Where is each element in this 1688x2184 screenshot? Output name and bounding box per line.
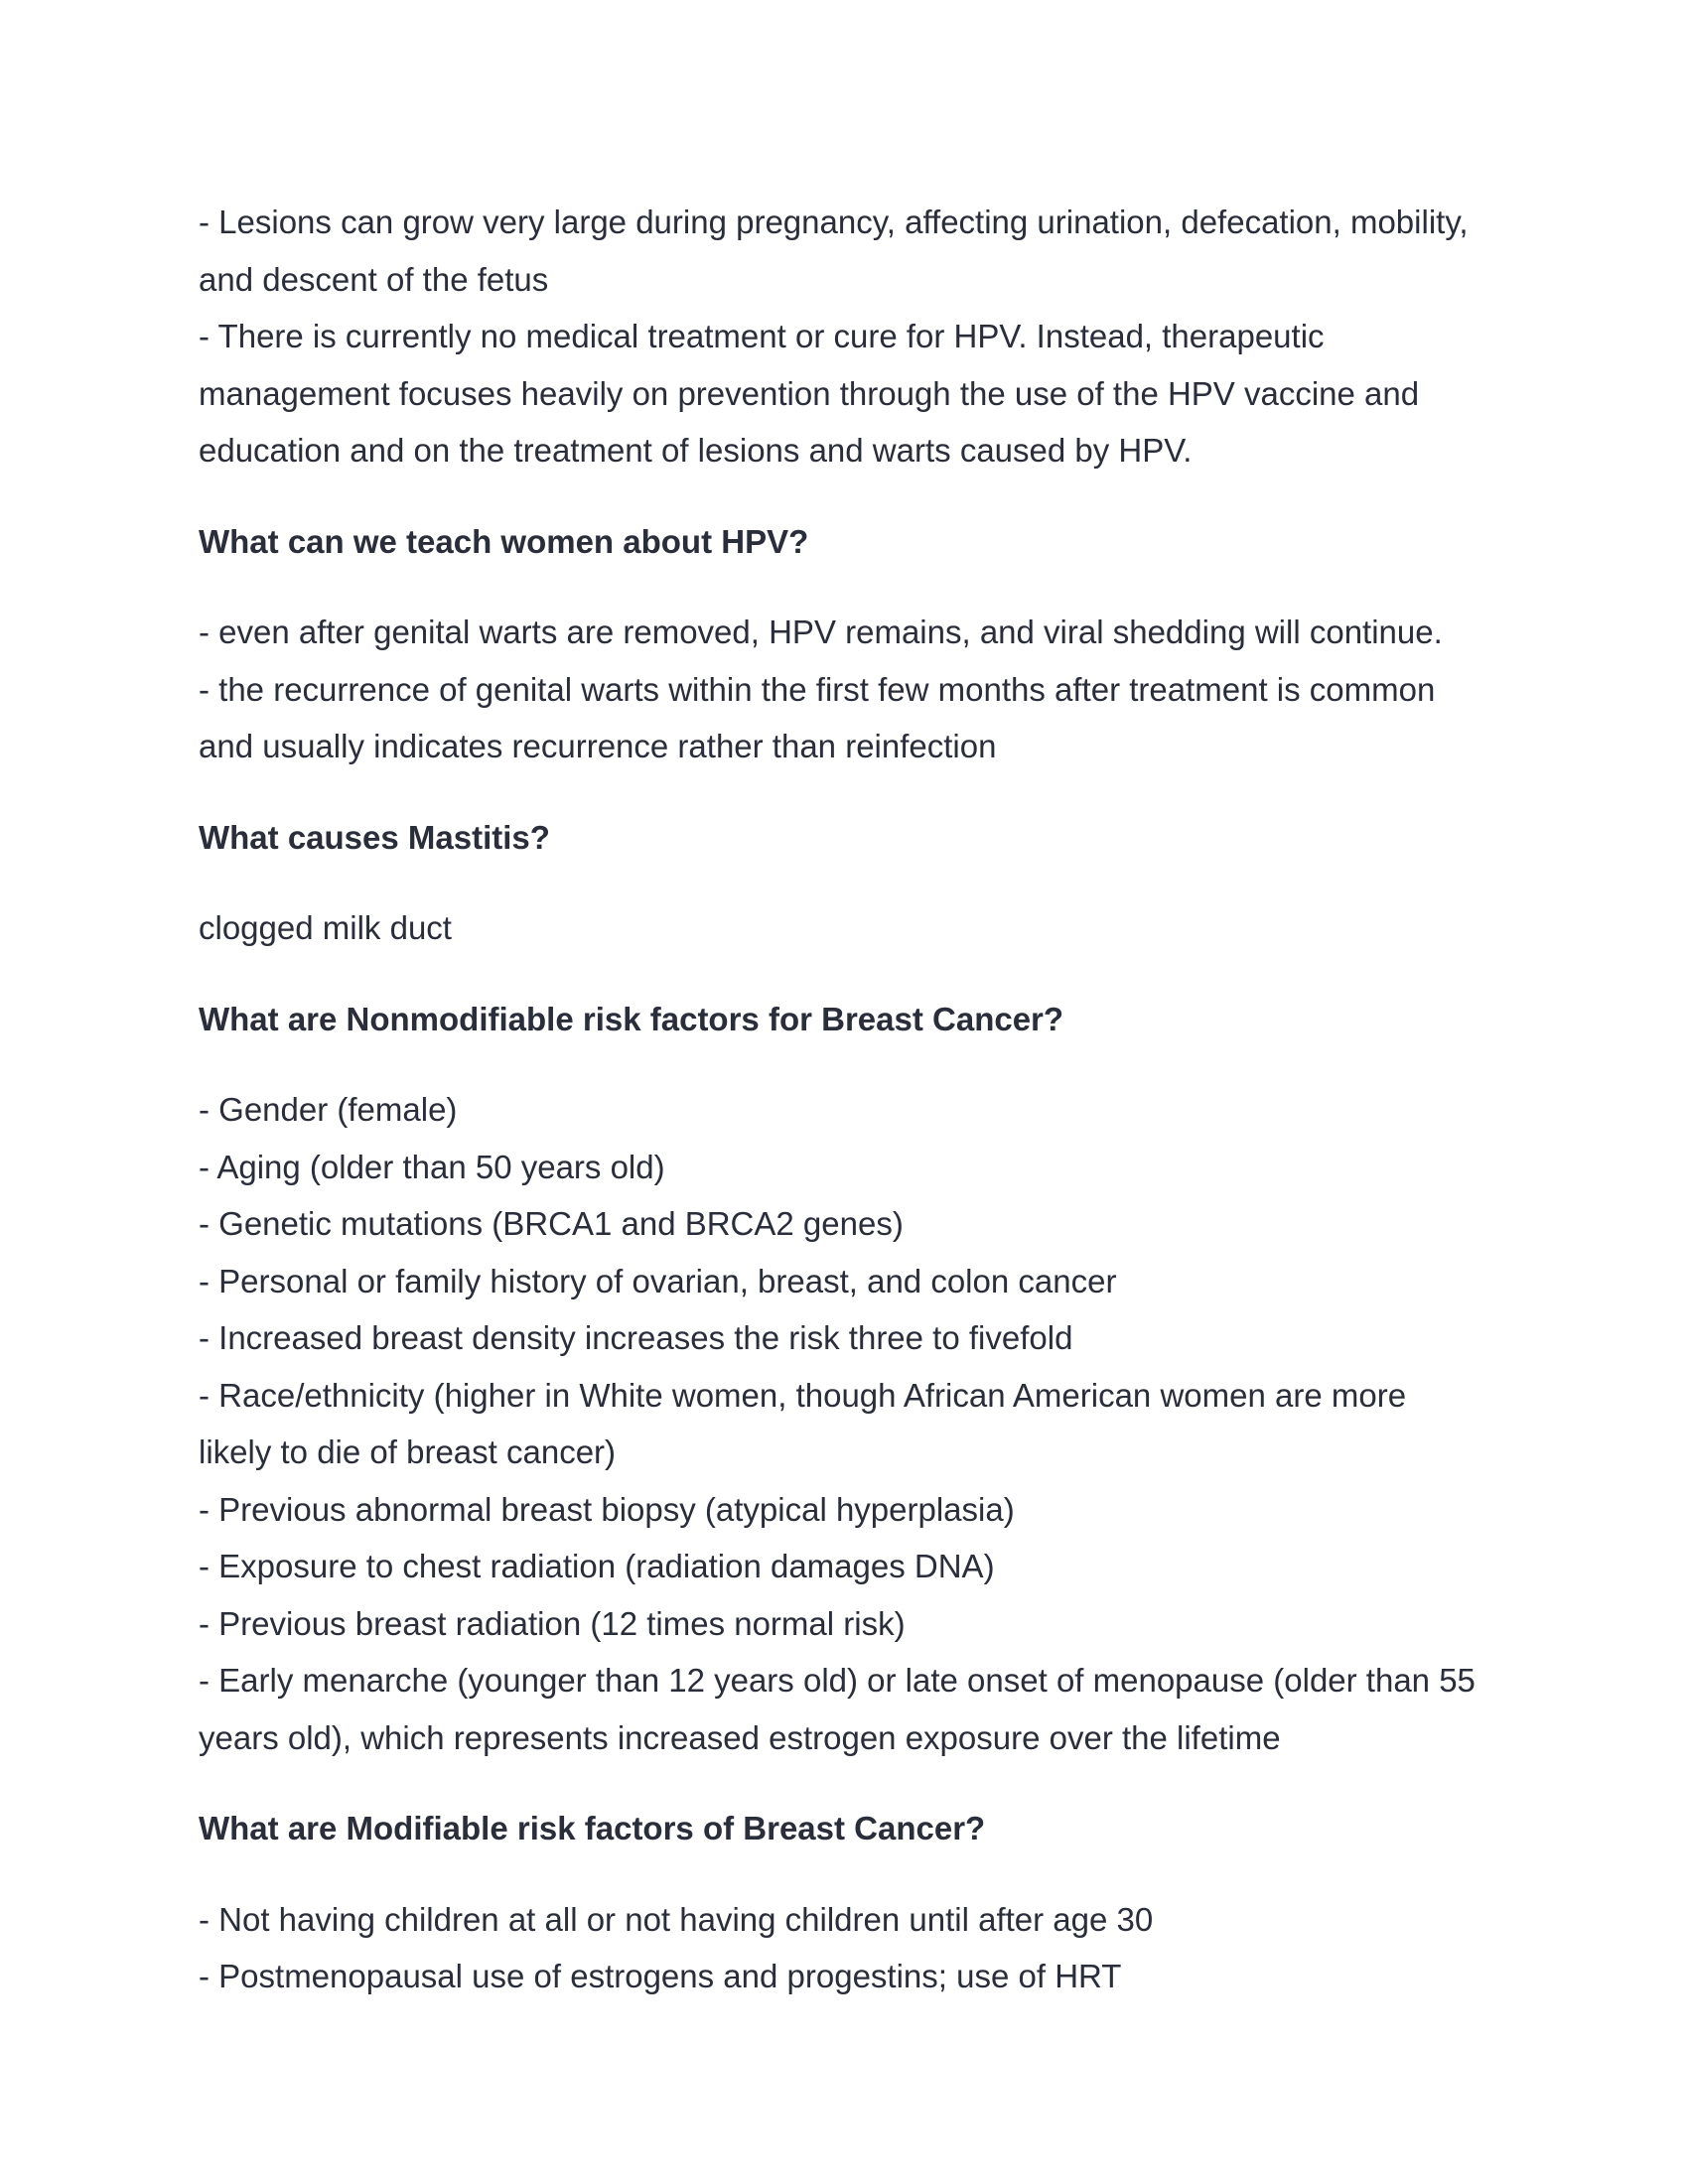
list-item: - Genetic mutations (BRCA1 and BRCA2 genes) xyxy=(199,1205,904,1242)
list-item: - Early menarche (younger than 12 years old) or late onset of menopause (older than 55 xyxy=(199,1662,1476,1699)
section-heading-mastitis: What causes Mastitis? xyxy=(199,818,550,856)
text-line: clogged milk duct xyxy=(199,909,452,946)
section-heading-hpv-teaching: What can we teach women about HPV? xyxy=(199,522,809,560)
text-line: - the recurrence of genital warts within the first few months after treatment is common xyxy=(199,670,1436,708)
list-item: - Previous abnormal breast biopsy (atypical hyperplasia) xyxy=(199,1490,1015,1528)
text-line: education and on the treatment of lesions and warts caused by HPV. xyxy=(199,432,1193,469)
list-item: - Increased breast density increases the risk three to fivefold xyxy=(199,1319,1073,1356)
section-heading-modifiable-risk: What are Modifiable risk factors of Breast Cancer? xyxy=(199,1810,986,1846)
list-item: - Gender (female) xyxy=(199,1091,458,1128)
text-line: - Lesions can grow very large during pregnancy, affecting urination, defecation, mobility, xyxy=(199,204,1469,240)
list-item: - Not having children at all or not having children until after age 30 xyxy=(199,1900,1154,1938)
list-item: - Aging (older than 50 years old) xyxy=(199,1148,665,1185)
list-item: likely to die of breast cancer) xyxy=(199,1433,617,1470)
modifiable-risk-list xyxy=(199,1891,1509,2005)
mastitis-answer xyxy=(199,899,1509,957)
hpv-notes-block xyxy=(199,194,1509,479)
list-item: - Race/ethnicity (higher in White women, though African American women are more xyxy=(199,1376,1407,1414)
list-item: - Postmenopausal use of estrogens and progestins; use of HRT xyxy=(199,1958,1122,1994)
text-line: and usually indicates recurrence rather than reinfection xyxy=(199,728,997,764)
hpv-teaching-answer xyxy=(199,604,1509,775)
section-heading-nonmodifiable-risk: What are Nonmodifiable risk factors for Breast Cancer? xyxy=(199,1000,1064,1037)
text-line: and descent of the fetus xyxy=(199,260,549,298)
nonmodifiable-risk-list xyxy=(199,1081,1509,1766)
list-item: - Exposure to chest radiation (radiation damages DNA) xyxy=(199,1548,995,1584)
text-line: management focuses heavily on prevention through the use of the HPV vaccine and xyxy=(199,374,1420,412)
list-item: - Previous breast radiation (12 times normal risk) xyxy=(199,1604,906,1642)
document-page xyxy=(199,194,1509,2005)
list-item: years old), which represents increased estrogen exposure over the lifetime xyxy=(199,1718,1281,1756)
list-item: - Personal or family history of ovarian, breast, and colon cancer xyxy=(199,1262,1117,1299)
text-line: - There is currently no medical treatment or cure for HPV. Instead, therapeutic xyxy=(199,318,1325,354)
text-line: - even after genital warts are removed, HPV remains, and viral shedding will continue. xyxy=(199,614,1443,650)
